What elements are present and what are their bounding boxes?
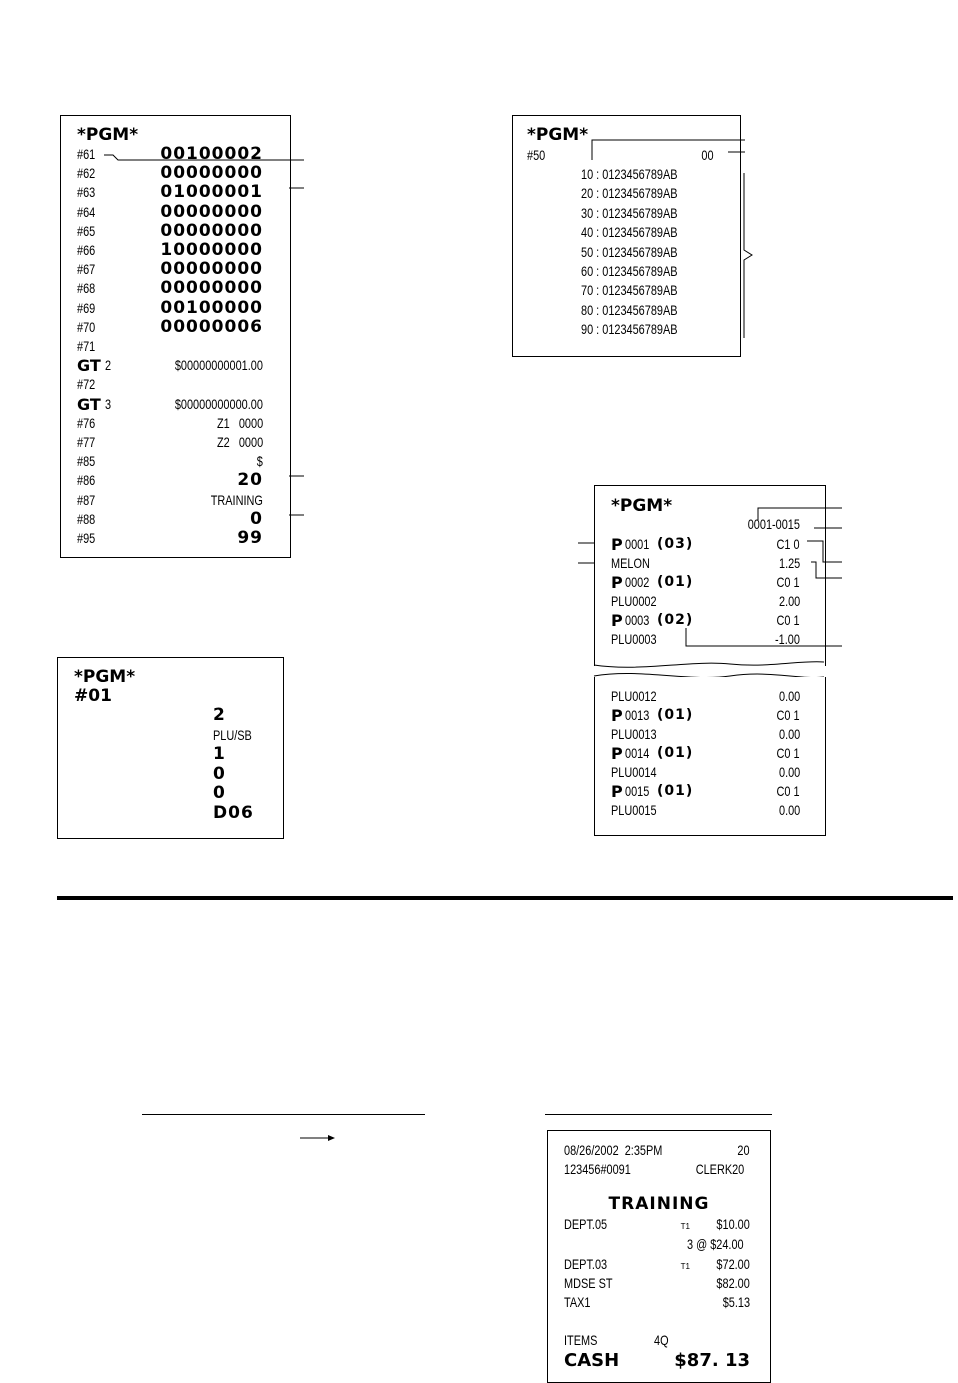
- character-row: 20 : 0123456789AB: [581, 185, 678, 202]
- program-value: $00000000001.00: [174, 357, 263, 374]
- receipt-line: [595, 592, 825, 611]
- plu-value: 0.00: [778, 764, 800, 780]
- plu-value: 0.00: [778, 688, 800, 704]
- program-value: 1: [213, 744, 226, 764]
- receipt-line: [61, 222, 290, 241]
- receipt-pgm-01: [57, 657, 284, 839]
- receipt-line: [513, 262, 740, 281]
- plu-range: 0001-0015: [747, 516, 800, 532]
- program-label: #71: [77, 338, 96, 354]
- receipt-line: [61, 145, 290, 164]
- cash-label: CASH: [564, 1350, 620, 1371]
- plu-value: 0.00: [778, 726, 800, 742]
- plu-value: 1.25: [778, 555, 800, 571]
- dept05-tax: T1: [680, 1222, 690, 1231]
- receipt-line: [513, 223, 740, 242]
- character-row: 10 : 0123456789AB: [581, 166, 678, 182]
- program-label: #76: [77, 414, 96, 431]
- receipt-line: [61, 452, 290, 471]
- program-label: #01: [74, 686, 112, 706]
- plu-value: -1.00: [775, 631, 800, 647]
- program-label: #95: [77, 530, 96, 546]
- grand-total-label: GT: [77, 356, 101, 376]
- receipt-line: [595, 763, 825, 782]
- receipt-plu-bottom: [594, 677, 826, 836]
- program-value: 0: [250, 508, 263, 529]
- plu-code: 0015: [625, 783, 650, 799]
- receipt-header: *PGM*: [77, 125, 139, 145]
- receipt-line: [61, 183, 290, 202]
- receipt-line: [61, 414, 290, 433]
- program-value: 00000000: [160, 259, 263, 280]
- character-row: 90 : 0123456789AB: [581, 321, 678, 338]
- character-row: 80 : 0123456789AB: [581, 301, 678, 318]
- plu-code: 0013: [625, 707, 650, 723]
- receipt-line: [61, 529, 290, 548]
- receipt-line: [513, 184, 740, 203]
- register-number: 123456#0091: [564, 1161, 631, 1177]
- program-value: 00000000: [160, 220, 263, 241]
- receipt-line: [513, 281, 740, 300]
- plu-group: (01): [657, 707, 694, 723]
- clerk-number: 20: [737, 1142, 750, 1158]
- program-label: #68: [77, 280, 96, 297]
- character-row: 70 : 0123456789AB: [581, 282, 678, 299]
- program-label: #63: [77, 184, 96, 201]
- plu-group: (01): [657, 745, 694, 761]
- mdse-label: MDSE ST: [564, 1275, 613, 1291]
- receipt-line: [61, 395, 290, 414]
- receipt-line: [513, 165, 740, 184]
- plu-prefix: P: [611, 573, 624, 592]
- receipt-plu-top: [594, 485, 826, 666]
- receipt-header: *PGM*: [74, 667, 136, 687]
- plu-text: PLU0003: [611, 631, 657, 647]
- program-label: #64: [77, 203, 96, 220]
- program-value: Z1 0000: [216, 414, 263, 431]
- program-value: 00100000: [160, 297, 263, 318]
- plu-code: 0003: [625, 612, 650, 628]
- receipt-pgm-61: [60, 115, 291, 558]
- training-title: TRAINING: [608, 1194, 710, 1214]
- date-time: 08/26/2002 2:35PM: [564, 1142, 663, 1158]
- grand-total-index: 2: [105, 357, 112, 374]
- receipt-line: [61, 356, 290, 375]
- program-value: D06: [213, 802, 254, 823]
- character-row: 40 : 0123456789AB: [581, 224, 678, 241]
- plu-prefix: P: [611, 611, 624, 630]
- character-row: 60 : 0123456789AB: [581, 263, 678, 279]
- plu-value: C1 0: [776, 536, 800, 552]
- plu-text: PLU0015: [611, 802, 657, 818]
- program-label: #65: [77, 222, 96, 239]
- receipt-line: [513, 301, 740, 320]
- receipt-line: [513, 320, 740, 339]
- plu-code: 0002: [625, 574, 650, 590]
- receipt-line: [513, 204, 740, 223]
- receipt-line: [58, 804, 283, 823]
- receipt-line: [595, 611, 825, 630]
- plu-group: (02): [657, 612, 694, 628]
- plu-group: (01): [657, 574, 694, 590]
- program-value: 20: [237, 470, 263, 491]
- receipt-line: [595, 535, 825, 554]
- receipt-line: [595, 573, 825, 592]
- program-value: 0: [213, 763, 226, 784]
- receipt-line: [58, 784, 283, 803]
- dept05-label: DEPT.05: [564, 1216, 608, 1232]
- program-label: #88: [77, 510, 96, 527]
- program-label: #85: [77, 453, 96, 470]
- receipt-line: [61, 491, 290, 510]
- grand-total-index: 3: [105, 395, 112, 412]
- program-value: $: [256, 453, 263, 470]
- program-value: 2: [213, 705, 226, 725]
- program-label: #67: [77, 261, 96, 278]
- receipt-line: [595, 630, 825, 649]
- cash-value: $87. 13: [674, 1350, 750, 1371]
- tax-value: $5.13: [722, 1294, 750, 1310]
- receipt-line: [58, 706, 283, 725]
- program-value: 00000000: [160, 278, 263, 299]
- program-label: #50: [527, 147, 546, 163]
- mdse-value: $82.00: [716, 1275, 750, 1291]
- plu-text: PLU0014: [611, 764, 657, 780]
- program-label: #62: [77, 165, 96, 182]
- program-label: #70: [77, 318, 96, 335]
- program-value: 00000000: [160, 163, 263, 184]
- plu-value: C0 1: [776, 612, 800, 628]
- program-label: #86: [77, 472, 96, 489]
- plu-text: PLU0012: [611, 688, 657, 704]
- receipt-line: [61, 337, 290, 356]
- receipt-line: [61, 241, 290, 260]
- receipt-line: [595, 687, 825, 706]
- receipt-line: [595, 801, 825, 820]
- items-value: 4Q: [654, 1332, 669, 1348]
- character-row: 30 : 0123456789AB: [581, 204, 678, 221]
- receipt-training: [547, 1130, 771, 1383]
- receipt-line: [61, 299, 290, 318]
- receipt-line: [61, 164, 290, 183]
- receipt-line: [61, 433, 290, 452]
- receipt-line: [58, 745, 283, 764]
- receipt-line: [61, 471, 290, 490]
- program-value: $00000000000.00: [174, 395, 263, 412]
- program-value: 00000000: [160, 201, 263, 222]
- clerk-name: CLERK20: [695, 1161, 744, 1177]
- receipt-header: *PGM*: [527, 125, 589, 145]
- program-value: 00000006: [160, 316, 263, 337]
- receipt-line: [61, 510, 290, 529]
- plu-text: PLU0002: [611, 593, 657, 609]
- plu-value: C0 1: [776, 707, 800, 723]
- program-value: Z2 0000: [216, 434, 263, 450]
- grand-total-label: GT: [77, 394, 101, 414]
- program-label: #69: [77, 299, 96, 316]
- plu-code: 0014: [625, 745, 650, 761]
- plu-code: 0001: [625, 536, 650, 552]
- program-value: PLU/SB: [213, 726, 252, 743]
- receipt-line: [61, 375, 290, 394]
- plu-value: C0 1: [776, 574, 800, 590]
- program-label: #66: [77, 242, 96, 258]
- receipt-line: [595, 554, 825, 573]
- character-row: 50 : 0123456789AB: [581, 243, 678, 260]
- heading-rule-right: [545, 1114, 772, 1115]
- receipt-line: [61, 260, 290, 279]
- dept03-label: DEPT.03: [564, 1256, 608, 1272]
- program-label: #61: [77, 146, 96, 162]
- plu-value: 0.00: [778, 802, 800, 818]
- dept03-value: $72.00: [716, 1256, 750, 1272]
- plu-value: C0 1: [776, 745, 800, 761]
- plu-value: 2.00: [778, 593, 800, 609]
- program-value: 10000000: [160, 240, 263, 260]
- program-value: TRAINING: [210, 491, 263, 508]
- receipt-line: [58, 726, 283, 745]
- program-label: #87: [77, 491, 96, 508]
- receipt-line: [58, 765, 283, 784]
- program-value: 0: [213, 783, 226, 803]
- items-label: ITEMS: [564, 1332, 598, 1348]
- plu-group: (01): [657, 783, 694, 799]
- receipt-line: [595, 782, 825, 801]
- receipt-line: [61, 318, 290, 337]
- tax-label: TAX1: [564, 1294, 591, 1310]
- program-value: 99: [237, 528, 263, 548]
- plu-group: (03): [657, 536, 694, 552]
- receipt-line: [595, 706, 825, 725]
- receipt-header: *PGM*: [611, 496, 673, 516]
- plu-value: C0 1: [776, 783, 800, 799]
- dept03-tax: T1: [680, 1262, 690, 1271]
- plu-text: MELON: [611, 555, 650, 571]
- quantity-line: 3 @ $24.00: [687, 1236, 744, 1252]
- plu-prefix: P: [611, 535, 624, 554]
- program-value: 01000001: [160, 182, 263, 203]
- program-label: #77: [77, 434, 96, 450]
- section-divider: [57, 896, 953, 900]
- plu-prefix: P: [611, 782, 624, 801]
- receipt-pgm-50: [512, 115, 741, 357]
- plu-text: PLU0013: [611, 726, 657, 742]
- receipt-line: [513, 243, 740, 262]
- program-label: #72: [77, 376, 96, 393]
- receipt-line: [595, 725, 825, 744]
- program-value: 00100002: [160, 144, 263, 164]
- dept05-value: $10.00: [716, 1216, 750, 1232]
- receipt-line: [595, 744, 825, 763]
- receipt-line: [61, 203, 290, 222]
- receipt-line: [61, 279, 290, 298]
- heading-rule-left: [142, 1114, 425, 1115]
- program-value: 00: [701, 147, 714, 163]
- plu-prefix: P: [611, 744, 624, 763]
- plu-prefix: P: [611, 706, 624, 725]
